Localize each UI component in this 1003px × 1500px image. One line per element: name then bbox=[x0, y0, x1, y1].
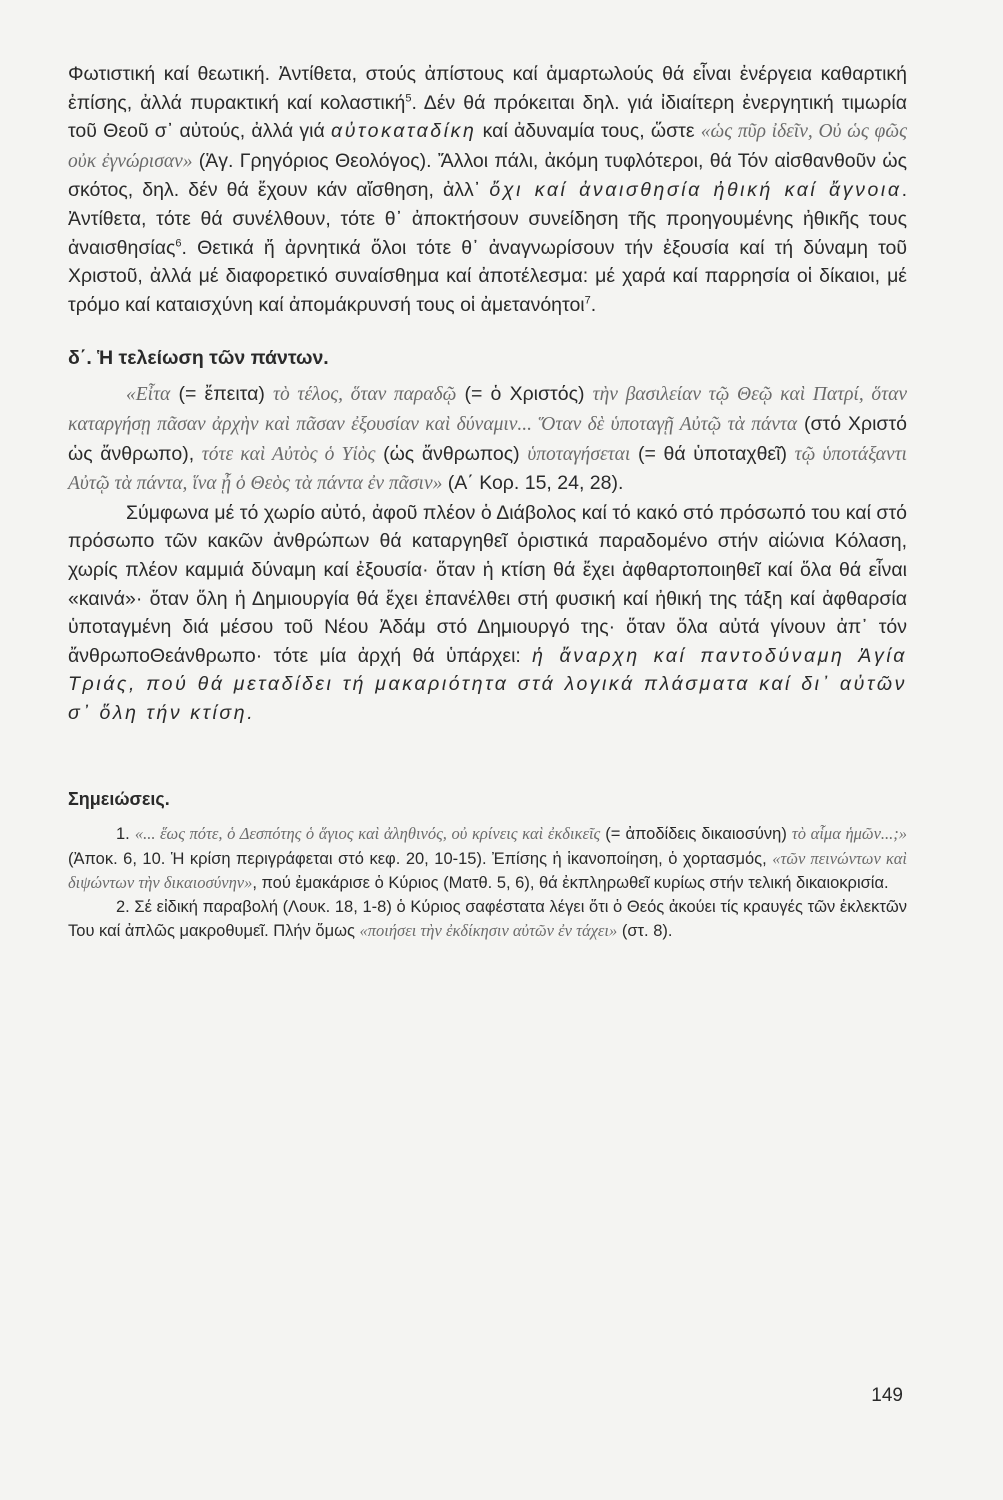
text: (ὡς ἄνθρωπος) bbox=[375, 442, 528, 465]
quotation: τὸ αἷμα ἡμῶν...;» bbox=[791, 824, 908, 844]
quotation: ὑποταγήσεται bbox=[527, 443, 631, 465]
text: 1. bbox=[116, 825, 135, 844]
quotation: «ὡς πῦρ ἰδεῖν, Οὐ ὡς φῶς οὐκ ἐγνώρισαν» bbox=[68, 121, 907, 172]
quotation: «Εἶτα bbox=[126, 384, 171, 406]
footnote-ref: 7 bbox=[584, 294, 591, 307]
text: Σύμφωνα μέ τό χωρίο αὐτό, ἀφοῦ πλέον ὁ Διάβολος καί τό κακό στό πρόσωπό του καί στό πρόσωπο τῶν κακῶν ἀνθρώπων θά καταργηθεῖ ὁριστικά παραδομένο στήν αἰώνια Κόλαση, χωρίς πλέον καμμιά δύναμη καί ἐξουσία· ὅταν ἡ κτίση θά ἔχει ἀφθαρτοποιηθεῖ καί ὅλα θά εἶναι «καινά»· ὅταν ὅλη ἡ Δημιουργία θά ἔχει ἐπανέλθει στή φυσική καί ἠθική της τάξη καί ἀφθαρσία ὑποταγμένη διά μέσου τοῦ Νέου Ἀδάμ στό Δημιουργό της· ὅταν ὅλα αὐτά γίνουν ἀπ᾽ τόν ἄνθρωποΘεάνθρωπο· τότε μία ἀρχή θά ὑπάρχει: bbox=[68, 501, 907, 667]
text: (= ὁ Χριστός) bbox=[456, 383, 593, 406]
quotation: «... ἕως πότε, ὁ Δεσπότης ὁ ἅγιος καὶ ἀληθινός, οὐ κρίνεις καὶ ἐκδικεῖς bbox=[134, 824, 601, 844]
text: . Θετικά ἤ ἀρνητικά ὅλοι τότε θ᾽ ἀναγνωρίσουν τήν ἐξουσία καί τή δύναμη τοῦ Χριστοῦ, ἀλλά μέ διαφορετικό συναίσθημα καί ἀποτέλεσμα: μέ χαρά καί παρρησία οἱ δίκαιοι, μέ τρόμο καί καταισχύνη καί ἀπομάκρυνσή τους οἱ ἀμετανόητοι bbox=[68, 236, 907, 316]
text: (στ. 8). bbox=[617, 922, 673, 941]
text: (Ἁγ. Γρηγόριος Θεολόγος). Ἄλλοι πάλι, ἀκόμη τυφλότεροι, θά Τόν αἰσθανθοῦν ὡς σκότος, δηλ. δέν θά ἔχουν κάν αἴσθηση, ἀλλ᾽ bbox=[68, 149, 907, 202]
text: (Α΄ Κορ. 15, 24, 28). bbox=[442, 472, 624, 495]
page-number: 149 bbox=[871, 1385, 903, 1406]
text: (= ἀποδίδεις δικαιοσύνη) bbox=[600, 825, 792, 844]
text: (στό Χριστό ὡς ἄνθρωπο), bbox=[68, 412, 908, 465]
paragraph-1 bbox=[68, 60, 907, 319]
text: . Ἀντίθετα, τότε θά συνέλθουν, τότε θ᾽ ἀποκτήσουν συνείδηση τῆς προηγουμένης ἠθικῆς τους ἀναισθησίας bbox=[68, 179, 907, 259]
text: Φωτιστική καί θεωτική. Ἀντίθετα, στούς ἀπίστους καί ἁμαρτωλούς θά εἶναι ἐνέργεια καθαρτική ἐπίσης, ἀλλά πυρακτική καί κολαστική bbox=[68, 63, 907, 114]
text: (Ἀποκ. 6, 10. Ἡ κρίση περιγράφεται στό κεφ. 20, 10-15). Ἐπίσης ἡ ἱκανοποίηση, ὁ χορτασμός, bbox=[68, 849, 773, 868]
text: . bbox=[590, 293, 597, 316]
paragraph-3 bbox=[68, 499, 907, 728]
notes-heading: Σημειώσεις. bbox=[68, 789, 170, 810]
quotation: τῷ ὑποτάξαντι Αὐτῷ τὰ πάντα, ἵνα ᾖ ὁ Θεὸς τὰ πάντα ἐν πᾶσιν» bbox=[68, 443, 907, 495]
quotation: τότε καὶ Αὐτὸς ὁ Υἱὸς bbox=[201, 443, 376, 465]
quotation: «τῶν πεινώντων καὶ διψώντων τὴν δικαιοσύνην» bbox=[68, 848, 907, 893]
text: , πού ἐμακάρισε ὁ Κύριος (Ματθ. 5, 6), θά ἐκπληρωθεῖ κυρίως στήν τελική δικαιοκρισία. bbox=[252, 874, 889, 893]
text: . Δέν θά πρόκειται δηλ. γιά ἰδιαίτερη ἐνεργητική τιμωρία τοῦ Θεοῦ σ᾽ αὐτούς, ἀλλά γιά bbox=[68, 91, 907, 143]
text: (= θά ὑποταχθεῖ) bbox=[630, 442, 795, 465]
quotation: τὸ τέλος, ὅταν παραδῷ bbox=[273, 384, 457, 406]
paragraph-2 bbox=[68, 380, 907, 498]
quotation: «ποιήσει τὴν ἐκδίκησιν αὐτῶν ἐν τάχει» bbox=[359, 921, 618, 941]
footnote-ref: 5 bbox=[405, 92, 412, 105]
note-1 bbox=[68, 822, 907, 896]
text: καί ἀδυναμία τους, ὥστε bbox=[476, 120, 701, 143]
emphasis: ἡ ἄναρχη καί παντοδύναμη Ἁγία Τριάς, πού θά μεταδίδει τή μακαριότητα στά λογικά πλάσματα καί δι᾽ αὐτῶν σ᾽ ὅλη τήν κτίση. bbox=[68, 644, 907, 724]
emphasis: ὄχι καί ἀναισθησία ἠθική καί ἄγνοια bbox=[489, 179, 902, 202]
footnote-ref: 6 bbox=[175, 237, 182, 250]
emphasis: αὐτοκαταδίκη bbox=[331, 120, 477, 143]
section-heading: δ΄. Ἡ τελείωση τῶν πάντων. bbox=[68, 347, 329, 370]
text: (= ἔπειτα) bbox=[170, 383, 274, 406]
note-2 bbox=[68, 896, 907, 944]
quotation: τὴν βασιλείαν τῷ Θεῷ καὶ Πατρί, ὅταν καταργήσῃ πᾶσαν ἀρχὴν καὶ πᾶσαν ἐξουσίαν καὶ δύναμιν... Ὅταν δὲ ὑποταγῇ Αὐτῷ τὰ πάντα bbox=[68, 384, 907, 435]
text: 2. Σέ εἰδική παραβολή (Λουκ. 18, 1-8) ὁ Κύριος σαφέστατα λέγει ὅτι ὁ Θεός ἀκούει τίς κραυγές τῶν ἐκλεκτῶν Του καί ἀπλῶς μακροθυμεῖ. Πλήν ὅμως bbox=[68, 897, 907, 941]
